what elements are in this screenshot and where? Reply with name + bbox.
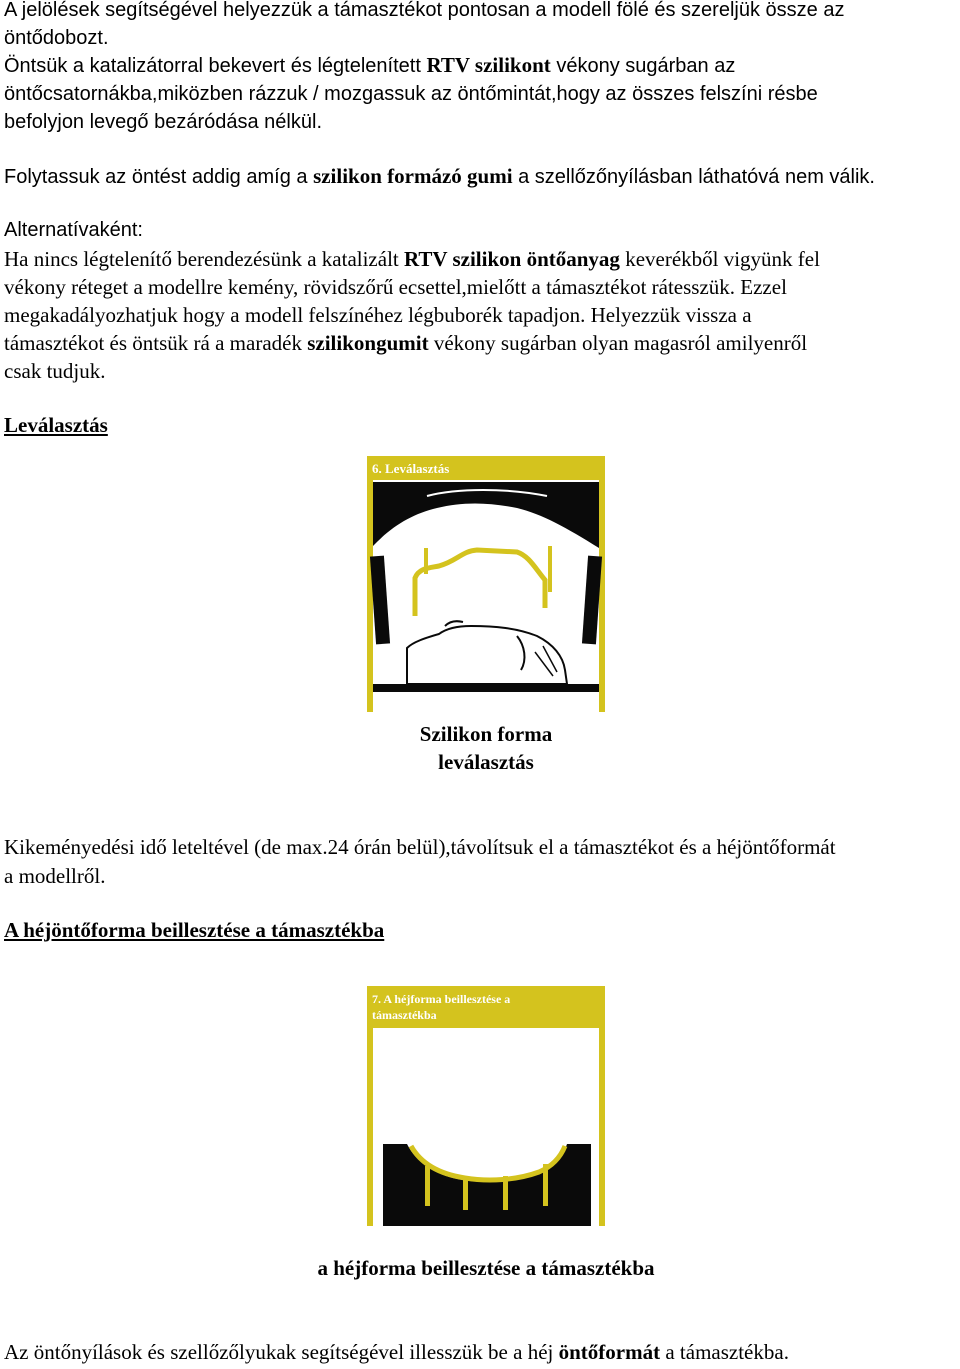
emphasis-rtv-szilikont: RTV szilikont	[426, 53, 551, 77]
para3-line-3: vékony réteget a modellre kemény, rövidszőrű ecsettel,mielőtt a támasztékot rátesszük. Ezzel	[4, 275, 787, 299]
para3-line-4: megakadályozhatjuk hogy a modell felszínéhez légbuborék tapadjon. Helyezzük vissza a	[4, 303, 752, 327]
para2-line: Folytassuk az öntést addig amíg a szilikon formázó gumi a szellőzőnyílásban láthatóvá nem válik.	[4, 164, 875, 188]
para3-line-5: támasztékot és öntsük rá a maradék szilikongumit vékony sugárban olyan magasról amilyenről	[4, 331, 808, 355]
figure-label-line-1: 7. A héjforma beillesztése a	[372, 992, 511, 1006]
emphasis-szilikongumit: szilikongumit	[307, 331, 429, 355]
emphasis-rtv-ontoanyag: RTV szilikon öntőanyag	[404, 247, 620, 271]
figure-caption-levalasztas: Szilikon forma leválasztás	[419, 722, 553, 774]
section-heading-levalasztas: Leválasztás	[4, 413, 108, 437]
section1-body-line-1: Kikeményedési idő leteltével (de max.24 órán belül),távolítsuk el a támasztékot és a héjöntőformát	[4, 835, 836, 859]
para3-line-6: csak tudjuk.	[4, 359, 106, 383]
intro-line-5: befolyjon levegő bezáródása nélkül.	[4, 111, 322, 133]
section2-body-line: Az öntőnyílások és szellőzőlyukak segítségével illesszük be a héj öntőformát a támasztékba.	[4, 1340, 789, 1364]
intro-line-4: öntőcsatornákba,miközben rázzuk / mozgassuk az öntőmintát,hogy az összes felszíni résbe	[4, 83, 818, 105]
section1-body-line-2: a modellről.	[4, 864, 106, 888]
intro-line-3: Öntsük a katalizátorral bekevert és légtelenített RTV szilikont vékony sugárban az	[4, 53, 736, 77]
emphasis-ontoformat: öntőformát	[558, 1340, 661, 1364]
emphasis-szilikon-formazo-gumi: szilikon formázó gumi	[313, 164, 513, 188]
figure-caption-hejforma: a héjforma beillesztése a támasztékba	[317, 1256, 655, 1280]
intro-line-2: öntődobozt.	[4, 27, 109, 49]
figure-hejforma-beillesztese	[367, 986, 605, 1226]
para3-line-2: Ha nincs légtelenítő berendezésünk a katalizált RTV szilikon öntőanyag keverékből vigyünk fel	[4, 247, 820, 271]
section-heading-hejontoforma: A héjöntőforma beillesztése a támasztékba	[4, 918, 385, 942]
figure-label: 6. Leválasztás	[372, 461, 450, 476]
figure-levalasztas	[367, 456, 605, 712]
figure-label-line-2: támasztékba	[372, 1008, 437, 1022]
intro-line-1: A jelölések segítségével helyezzük a támasztékot pontosan a modell fölé és szereljük össze az	[4, 0, 845, 21]
para3-line-1: Alternatívaként:	[4, 219, 143, 241]
